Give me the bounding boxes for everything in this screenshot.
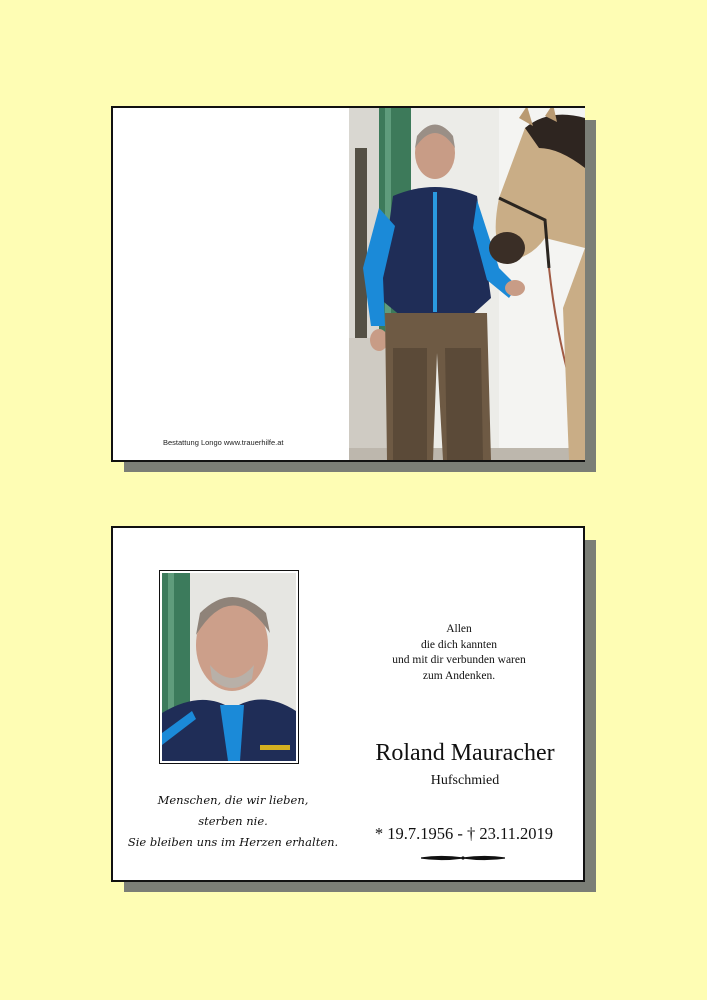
funeral-home-imprint: Bestattung Longo www.trauerhilfe.at (163, 438, 284, 447)
portrait-photo (159, 570, 299, 764)
memorial-card-front (111, 526, 585, 882)
deceased-name: Roland Mauracher (375, 740, 555, 766)
photo-man-with-horse (349, 108, 585, 460)
profession: Hufschmied (430, 773, 500, 788)
memorial-quote: Menschen, die wir lieben, sterben nie. Sie bleiben uns im Herzen erhalten. (127, 793, 339, 849)
memorial-card-back (111, 106, 585, 462)
divider-ornament-icon (421, 854, 505, 862)
dedication-text: Allen die dich kannten und mit dir verbunden waren zum Andenken. (392, 623, 526, 682)
life-dates: * 19.7.1956 - † 23.11.2019 (374, 824, 554, 843)
